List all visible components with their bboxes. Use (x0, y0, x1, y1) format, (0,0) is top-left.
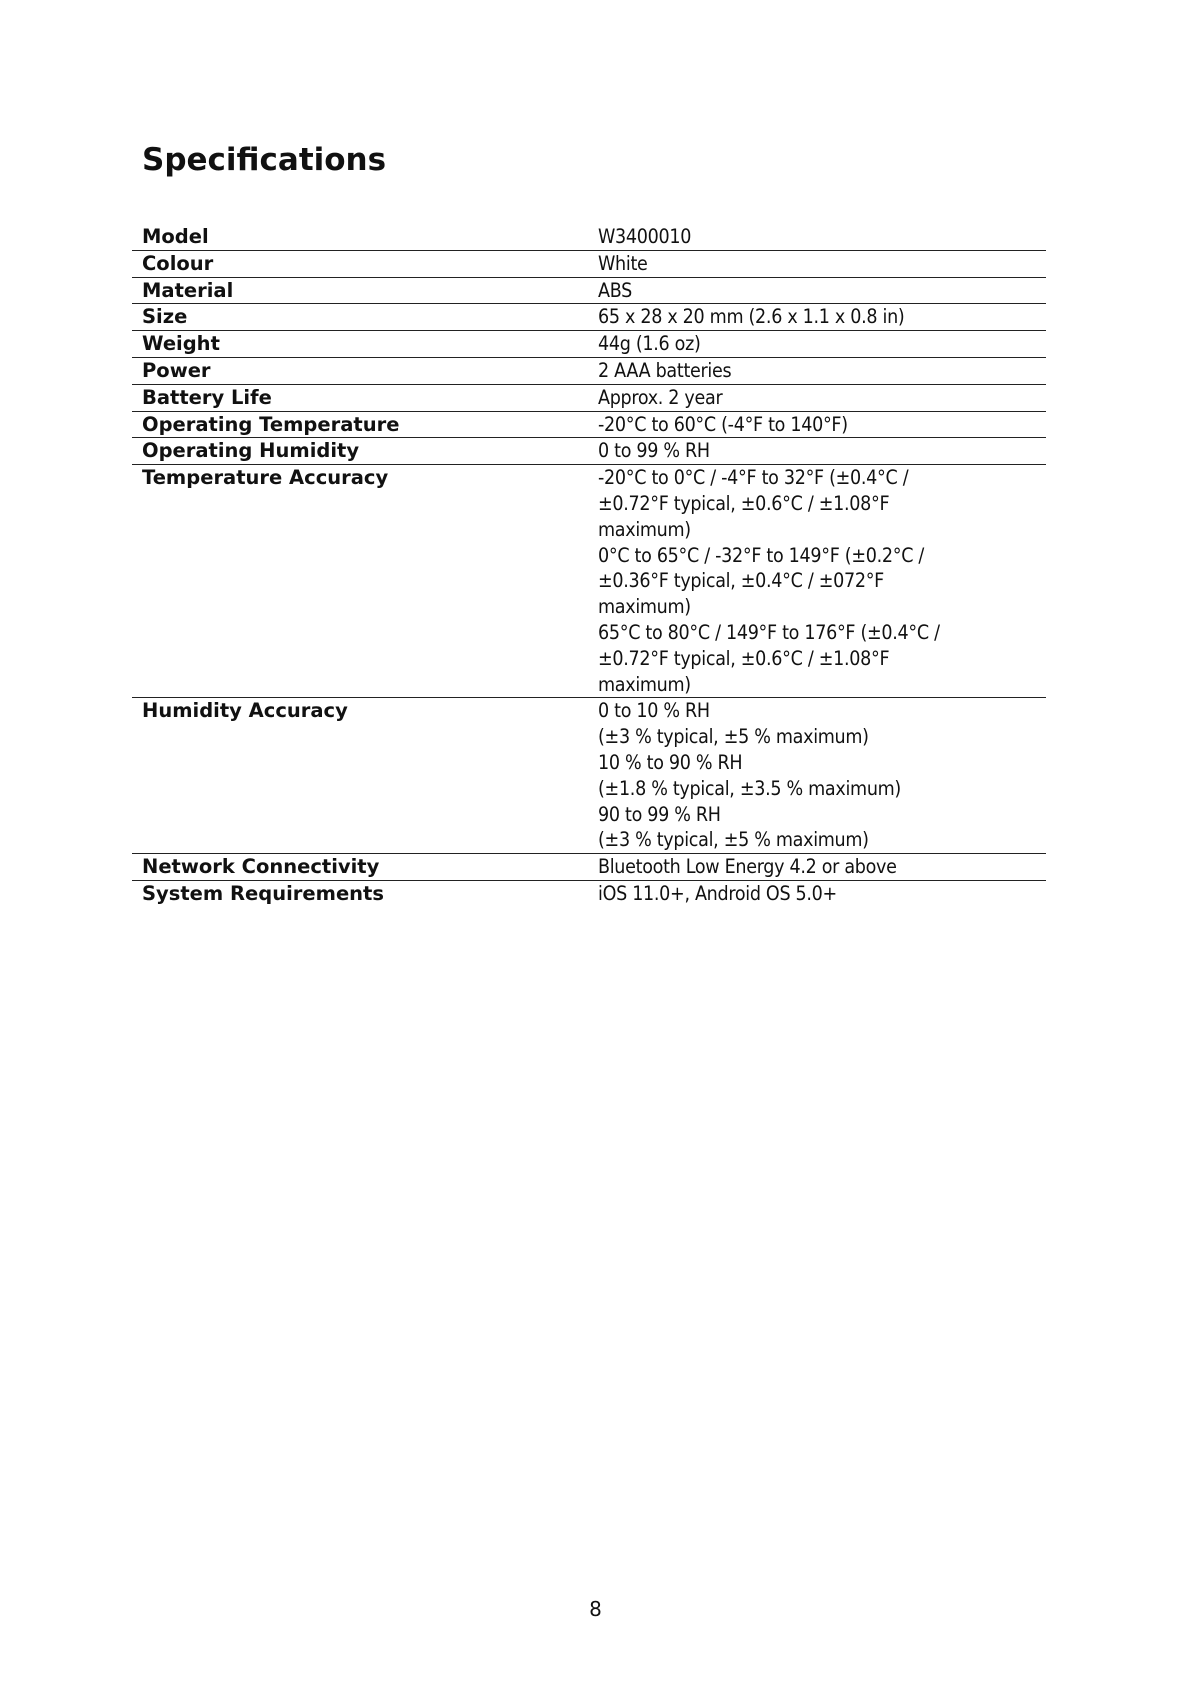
spec-value (588, 438, 1046, 465)
spec-row (132, 224, 1046, 250)
spec-value-line: ±0.36°F typical, ±0.4°C / ±072°F (598, 569, 884, 593)
specifications-table (132, 224, 1046, 907)
spec-value-line: 2 AAA batteries (598, 358, 732, 382)
spec-label: Operating Temperature (132, 411, 588, 438)
spec-value-line: 65°C to 80°C / 149°F to 176°F (±0.4°C / (598, 620, 940, 644)
spec-value-line: (±3 % typical, ±5 % maximum) (598, 828, 869, 852)
spec-label: Temperature Accuracy (132, 465, 588, 698)
spec-value-line: ABS (598, 278, 632, 302)
spec-row (132, 277, 1046, 304)
spec-label: Colour (132, 250, 588, 277)
spec-row (132, 331, 1046, 358)
spec-value (588, 224, 1046, 250)
spec-value-line: (±3 % typical, ±5 % maximum) (598, 725, 869, 749)
spec-value-line: ±0.72°F typical, ±0.6°C / ±1.08°F (598, 646, 890, 670)
spec-row (132, 357, 1046, 384)
spec-value-line: 90 to 99 % RH (598, 802, 721, 826)
spec-label: Power (132, 357, 588, 384)
spec-value-line: maximum) (598, 517, 691, 541)
spec-value-line: -20°C to 60°C (-4°F to 140°F) (598, 412, 848, 436)
spec-value (588, 277, 1046, 304)
spec-value-line: maximum) (598, 595, 691, 619)
spec-value (588, 384, 1046, 411)
spec-value-line: 44g (1.6 oz) (598, 332, 701, 356)
spec-row (132, 880, 1046, 906)
spec-label: System Requirements (142, 881, 384, 905)
page-title: Specifications (142, 142, 387, 178)
spec-value (588, 698, 1046, 854)
spec-row (132, 854, 1046, 881)
spec-label: Size (132, 304, 588, 331)
spec-value-line: 65 x 28 x 20 mm (2.6 x 1.1 x 0.8 in) (598, 305, 905, 329)
spec-value-line: Approx. 2 year (598, 385, 723, 409)
spec-label: Material (132, 277, 588, 304)
spec-value-line: 0 to 99 % RH (598, 439, 710, 463)
spec-value-line: (±1.8 % typical, ±3.5 % maximum) (598, 776, 901, 800)
spec-value-line: Bluetooth Low Energy 4.2 or above (598, 855, 897, 879)
spec-label: Humidity Accuracy (132, 698, 588, 854)
spec-row (132, 384, 1046, 411)
spec-value (588, 880, 1046, 906)
spec-value-line: -20°C to 0°C / -4°F to 32°F (±0.4°C / (598, 466, 909, 490)
spec-value-line: ±0.72°F typical, ±0.6°C / ±1.08°F (598, 491, 890, 515)
spec-value-line: 10 % to 90 % RH (598, 750, 743, 774)
spec-label: Model (132, 224, 588, 250)
spec-value (588, 250, 1046, 277)
specifications-table-body (132, 224, 1046, 907)
spec-row (132, 411, 1046, 438)
spec-row (132, 465, 1046, 698)
spec-label: Battery Life (132, 384, 588, 411)
spec-value-line: maximum) (598, 672, 691, 696)
spec-row (132, 250, 1046, 277)
spec-value (588, 854, 1046, 881)
spec-value (588, 465, 1046, 698)
spec-row (132, 304, 1046, 331)
page-number: 8 (589, 1597, 602, 1621)
spec-value (588, 411, 1046, 438)
spec-label: Weight (132, 331, 588, 358)
spec-value (588, 357, 1046, 384)
spec-value (588, 304, 1046, 331)
spec-value-line: W3400010 (598, 225, 692, 248)
spec-row (132, 438, 1046, 465)
spec-value (588, 331, 1046, 358)
spec-label: Network Connectivity (132, 854, 588, 881)
spec-value-line: 0 to 10 % RH (598, 699, 710, 723)
spec-value-line: White (598, 251, 648, 275)
spec-value-line: 0°C to 65°C / -32°F to 149°F (±0.2°C / (598, 543, 925, 567)
spec-value-line: iOS 11.0+, Android OS 5.0+ (598, 881, 837, 905)
spec-row (132, 698, 1046, 854)
spec-label: Operating Humidity (132, 438, 588, 465)
